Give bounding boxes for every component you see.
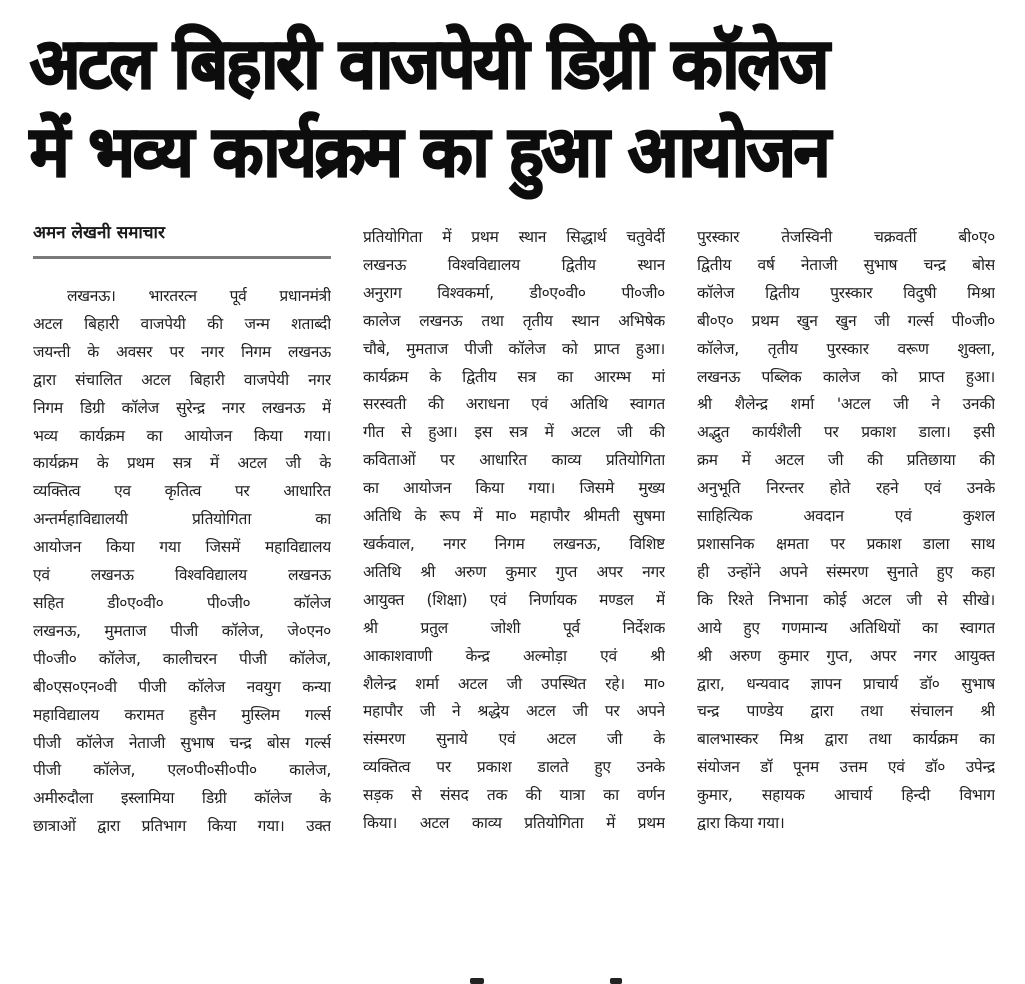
text-line: सहित डी०ए०वी० पी०जी० कॉलेज [33,593,331,612]
cropped-next-article-fragment [360,972,660,984]
headline-line-2: में भव्य कार्यक्रम का हुआ आयोजन [30,111,829,193]
article-column-1 [33,218,331,841]
text-line: खर्कवाल, नगर निगम लखनऊ, विशिष्ट [363,534,665,553]
text-line: शैलेन्द्र शर्मा अटल जी उपस्थित रहे। मा० [363,674,665,693]
text-line: पीजी कॉलेज, एल०पी०सी०पी० कालेज, [33,761,331,780]
text-line: कि रिश्ते निभाना कोई अटल जी से सीखे। [697,590,995,609]
text-line: बी०ए० प्रथम खुन खुन जी गर्ल्स पी०जी० [697,311,995,330]
text-line: महाविद्यालय करामत हुसैन मुस्लिम गर्ल्स [33,705,331,724]
text-line: श्री अरुण कुमार गुप्त, अपर नगर आयुक्त [697,646,995,665]
byline-divider [33,256,331,259]
text-line: सड़क से संसद तक की यात्रा का वर्णन [363,786,665,805]
text-line: अनुभूति निरन्तर होते रहने एवं उनके [697,479,995,498]
text-line: कार्यक्रम के द्वितीय सत्र का आरम्भ मां [363,367,665,386]
text-line: क्रम में अटल जी की प्रतिछाया की [697,451,995,470]
text-line: कॉलेज द्वितीय पुरस्कार विदुषी मिश्रा [697,283,995,302]
text-line: द्वारा, धन्यवाद ज्ञापन प्राचार्य डॉ० सुभाष [697,674,995,693]
text-line: द्वारा किया गया। [697,814,785,833]
text-line: लखनऊ विश्वविद्यालय द्वितीय स्थान [363,255,665,274]
text-line: कालेज लखनऊ तथा तृतीय स्थान अभिषेक [363,311,665,330]
text-line: लखनऊ पब्लिक कालेज को प्राप्त हुआ। [697,367,995,386]
text-line: व्यक्तित्व पर प्रकाश डालते हुए उनके [363,758,665,777]
text-line: एवं लखनऊ विश्वविद्यालय लखनऊ [33,566,331,585]
headline [30,18,1010,194]
text-line: कॉलेज, तृतीय पुरस्कार वरूण शुक्ला, [697,339,995,358]
text-line: कविताओं पर आधारित काव्य प्रतियोगिता [363,451,665,470]
text-line: श्री प्रतुल जोशी पूर्व निर्देशक [363,618,665,637]
text-line: पी०जी० कॉलेज, कालीचरन पीजी कॉलेज, [33,649,331,668]
column-text [697,224,995,838]
text-line: निगम डिग्री कॉलेज सुरेन्द्र नगर लखनऊ में [33,398,331,417]
text-line: का आयोजन किया गया। जिसमे मुख्य [363,479,665,498]
text-line: श्री शैलेन्द्र शर्मा 'अटल जी ने उनकी [697,395,995,414]
text-line: आकाशवाणी केन्द्र अल्मोड़ा एवं श्री [363,646,665,665]
text-line: प्रशासनिक क्षमता पर प्रकाश डाला साथ [697,534,995,553]
text-line: बी०एस०एन०वी पीजी कॉलेज नवयुग कन्या [33,677,331,696]
text-line: चन्द्र पाण्डेय द्वारा तथा संचालन श्री [697,702,995,721]
text-line: अनुराग विश्वकर्मा, डी०ए०वी० पी०जी० [363,283,665,302]
text-line: आयुक्त (शिक्षा) एवं निर्णायक मण्डल में [363,590,665,609]
text-line: अमीरुदौला इस्लामिया डिग्री कॉलेज के [33,789,331,808]
text-line: द्वारा संचालित अटल बिहारी वाजपेयी नगर [33,370,331,389]
article-column-2 [363,218,665,838]
headline-line-1: अटल बिहारी वाजपेयी डिग्री कॉलेज [30,23,828,105]
byline: अमन लेखनी समाचार [33,223,165,243]
text-line: कुमार, सहायक आचार्य हिन्दी विभाग [697,786,995,805]
text-line: लखनऊ, मुमताज पीजी कॉलेज, जे०एन० [33,621,331,640]
text-line: बालभास्कर मिश्र द्वारा तथा कार्यक्रम का [697,730,995,749]
text-line: भव्य कार्यक्रम का आयोजन किया गया। [33,426,331,445]
text-line: अन्तर्महाविद्यालयी प्रतियोगिता का [33,510,331,529]
text-line: आये हुए गणमान्य अतिथियों का स्वागत [697,618,995,637]
text-line: संस्मरण सुनाये एवं अटल जी के [363,730,665,749]
text-line: कार्यक्रम के प्रथम सत्र में अटल जी के [33,454,331,473]
column-text [33,283,331,841]
text-line: संयोजन डॉ पूनम उत्तम एवं डॉ० उपेन्द्र [697,758,995,777]
text-line: द्वितीय वर्ष नेताजी सुभाष चन्द्र बोस [697,255,995,274]
text-line: लखनऊ। भारतरत्न पूर्व प्रधानमंत्री [67,287,331,305]
text-line: अतिथि के रूप में मा० महापौर श्रीमती सुषमा [363,507,665,526]
text-line: पुरस्कार तेजस्विनी चक्रवर्ती बी०ए० [697,228,995,246]
text-line: ही उन्होंने अपने संस्मरण सुनाते हुए कहा [697,562,995,581]
text-line: छात्राओं द्वारा प्रतिभाग किया गया। उक्त [33,817,331,836]
text-line: आयोजन किया गया जिसमें महाविद्यालय [33,538,331,557]
column-text [363,224,665,838]
text-line: गीत से हुआ। इस सत्र में अटल जी की [363,423,665,442]
article-body [0,218,1025,958]
text-line: व्यक्तित्व एव कृतित्व पर आधारित [33,482,331,501]
text-line: साहित्यिक अवदान एवं कुशल [697,507,995,526]
text-line: किया। अटल काव्य प्रतियोगिता में प्रथम [363,814,665,833]
text-line: प्रतियोगिता में प्रथम स्थान सिद्धार्थ चतुवेर्दी [363,228,665,246]
article-column-3 [697,218,995,838]
text-line: पीजी कॉलेज नेताजी सुभाष चन्द्र बोस गर्ल्स [33,733,331,752]
text-line: अद्भुत कार्यशैली पर प्रकाश डाला। इसी [697,423,995,442]
text-line: अटल बिहारी वाजपेयी की जन्म शताब्दी [33,314,331,333]
text-line: महापौर जी ने श्रद्धेय अटल जी पर अपने [363,702,665,721]
text-line: अतिथि श्री अरुण कुमार गुप्त अपर नगर [363,562,665,581]
text-line: चौबे, मुमताज पीजी कॉलेज को प्राप्त हुआ। [363,339,665,358]
text-line: सरस्वती की अराधना एवं अतिथि स्वागत [363,395,665,414]
text-line: जयन्ती के अवसर पर नगर निगम लखनऊ [33,342,331,361]
